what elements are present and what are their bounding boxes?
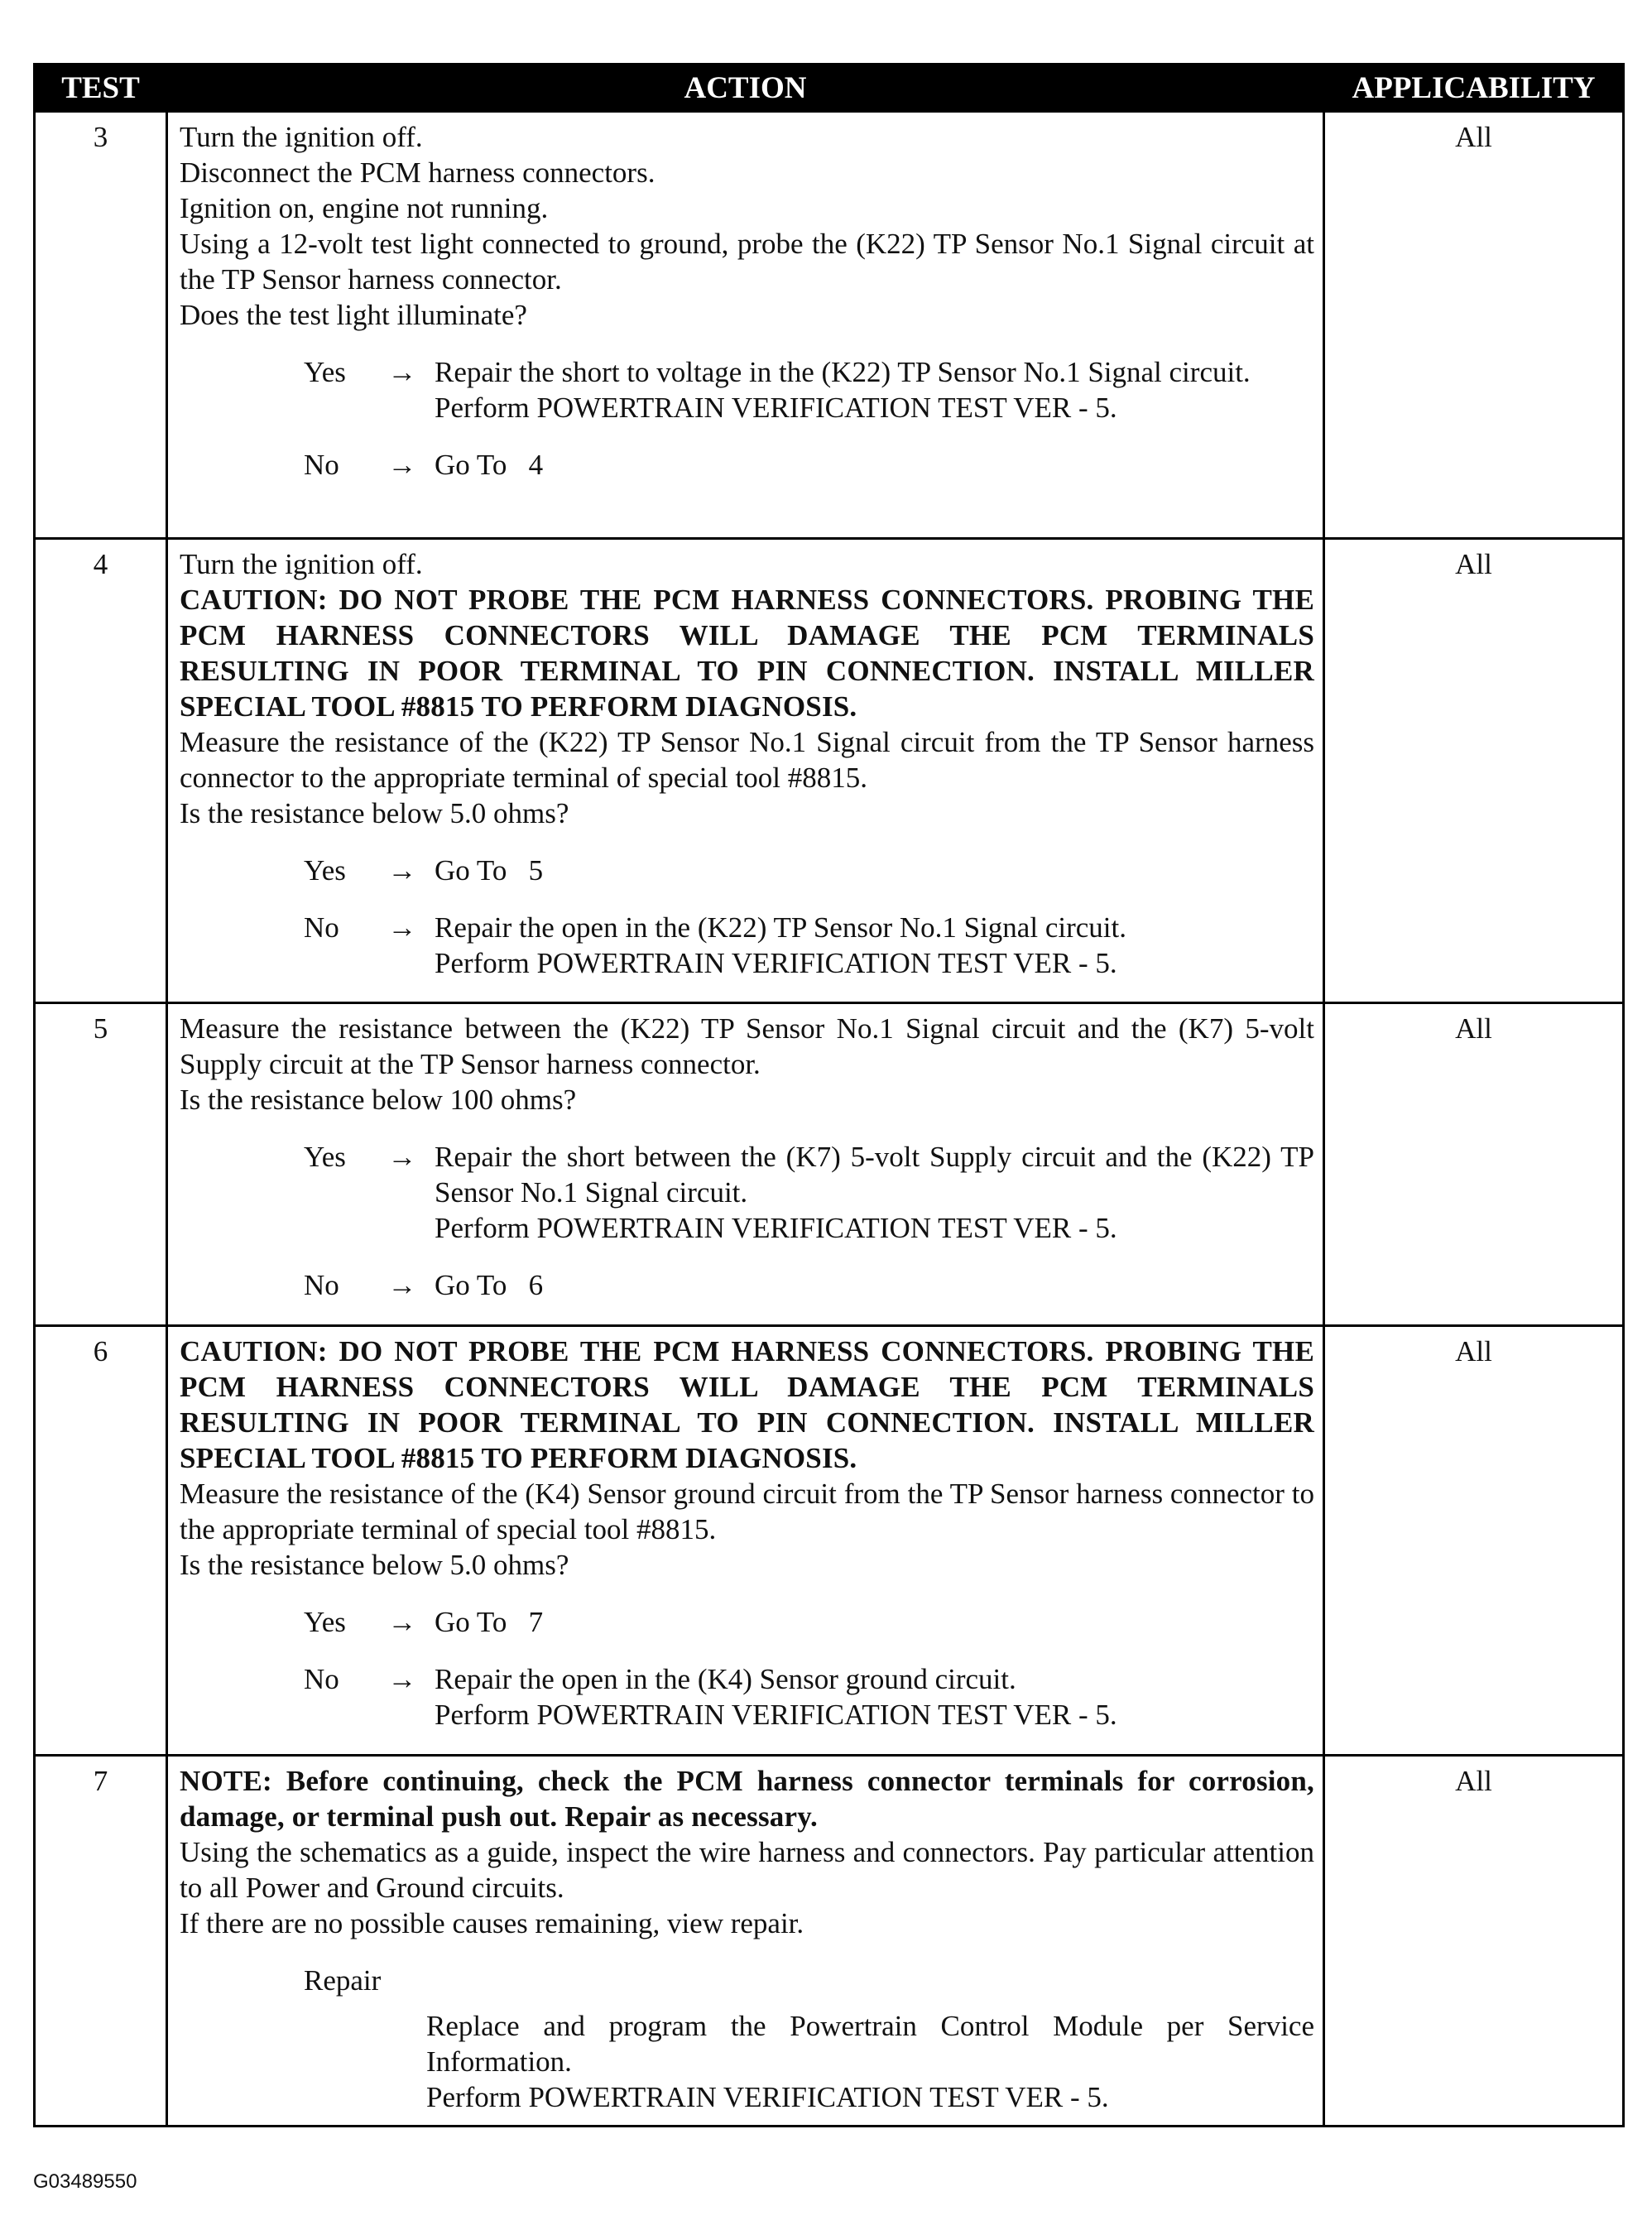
- action-cell: [167, 1003, 1324, 1326]
- response-text: Repair the short between the (K7) 5-volt Supply circuit and the (K22) TP Sensor No.1 Signal circuit.: [435, 1141, 1314, 1209]
- header-test: TEST: [35, 65, 167, 112]
- action-cell: [167, 1326, 1324, 1756]
- figure-id: G03489550: [33, 2170, 137, 2193]
- arrow-icon: →: [387, 1606, 417, 1638]
- question-text: Does the test light illuminate?: [180, 299, 527, 331]
- arrow-icon: →: [387, 449, 417, 481]
- action-cell: [167, 539, 1324, 1003]
- header-action: ACTION: [167, 65, 1324, 112]
- table-row: [35, 112, 1624, 539]
- no-label: No: [304, 911, 339, 944]
- response-text: Go To 5: [435, 854, 544, 887]
- arrow-icon: →: [387, 1141, 417, 1173]
- response-text: Perform POWERTRAIN VERIFICATION TEST VER - 5.: [435, 1699, 1117, 1731]
- applicability-cell: All: [1324, 112, 1624, 539]
- applicability-cell: All: [1324, 539, 1624, 1003]
- yes-label: Yes: [304, 854, 346, 887]
- repair-text: Perform POWERTRAIN VERIFICATION TEST VER - 5.: [426, 2081, 1109, 2113]
- step-text: Ignition on, engine not running.: [180, 192, 549, 224]
- action-cell: [167, 1756, 1324, 2127]
- repair-text: Replace and program the Powertrain Control Module per Service Information.: [426, 2010, 1314, 2078]
- response-text: Repair the open in the (K22) TP Sensor No.1 Signal circuit.: [435, 911, 1126, 944]
- applicability-cell: All: [1324, 1326, 1624, 1756]
- table-row: [35, 1003, 1624, 1326]
- no-label: No: [304, 1269, 339, 1301]
- arrow-icon: →: [387, 356, 417, 388]
- no-label: No: [304, 1663, 339, 1695]
- step-text: Measure the resistance of the (K4) Sensor ground circuit from the TP Sensor harness connector to the appropriate terminal of special tool #8815.: [180, 1478, 1314, 1545]
- step-text: Using the schematics as a guide, inspect the wire harness and connectors. Pay particular attention to all Power and Ground circuits.: [180, 1836, 1314, 1904]
- question-text: Is the resistance below 5.0 ohms?: [180, 1549, 569, 1581]
- test-number: 6: [35, 1326, 167, 1756]
- response-text: Go To 4: [435, 449, 544, 481]
- no-response: [304, 1267, 1314, 1303]
- test-number: 3: [35, 112, 167, 539]
- step-text: Turn the ignition off.: [180, 548, 423, 580]
- test-number: 4: [35, 539, 167, 1003]
- yes-label: Yes: [304, 1141, 346, 1173]
- no-label: No: [304, 449, 339, 481]
- response-text: Perform POWERTRAIN VERIFICATION TEST VER - 5.: [435, 947, 1117, 979]
- response-text: Go To 7: [435, 1606, 544, 1638]
- procedure-sheet: [33, 63, 1622, 2127]
- response-text: Go To 6: [435, 1269, 544, 1301]
- table-header-row: [35, 65, 1624, 112]
- step-text: Measure the resistance between the (K22) TP Sensor No.1 Signal circuit and the (K7) 5-volt Supply circuit at the TP Sensor harness connector.: [180, 1012, 1314, 1080]
- arrow-icon: →: [387, 854, 417, 887]
- response-text: Repair the short to voltage in the (K22) TP Sensor No.1 Signal circuit.: [435, 356, 1251, 388]
- response-text: Repair the open in the (K4) Sensor ground circuit.: [435, 1663, 1016, 1695]
- yes-response: [304, 853, 1314, 888]
- step-text: Measure the resistance of the (K22) TP Sensor No.1 Signal circuit from the TP Sensor harness connector to the appropriate terminal of special tool #8815.: [180, 726, 1314, 794]
- yes-response: [304, 1139, 1314, 1246]
- table-row: [35, 539, 1624, 1003]
- note-text: NOTE: Before continuing, check the PCM harness connector terminals for corrosion, damage, or terminal push out. Repair as necessary.: [180, 1765, 1314, 1833]
- test-number: 5: [35, 1003, 167, 1326]
- yes-label: Yes: [304, 356, 346, 388]
- test-number: 7: [35, 1756, 167, 2127]
- step-text: Using a 12-volt test light connected to ground, probe the (K22) TP Sensor No.1 Signal circuit at the TP Sensor harness connector.: [180, 228, 1314, 296]
- question-text: Is the resistance below 100 ohms?: [180, 1084, 577, 1116]
- question-text: Is the resistance below 5.0 ohms?: [180, 797, 569, 829]
- yes-label: Yes: [304, 1606, 346, 1638]
- action-cell: [167, 112, 1324, 539]
- no-response: [304, 910, 1314, 981]
- applicability-cell: All: [1324, 1003, 1624, 1326]
- applicability-cell: All: [1324, 1756, 1624, 2127]
- arrow-icon: →: [387, 1663, 417, 1695]
- table-row: [35, 1326, 1624, 1756]
- step-text: Disconnect the PCM harness connectors.: [180, 156, 656, 189]
- repair-response: [304, 1963, 1314, 2115]
- diagnostic-table: [33, 63, 1625, 2127]
- no-response: [304, 1661, 1314, 1733]
- header-applicability: APPLICABILITY: [1324, 65, 1624, 112]
- arrow-icon: →: [387, 1269, 417, 1301]
- arrow-icon: →: [387, 911, 417, 944]
- yes-response: [304, 1604, 1314, 1640]
- repair-label: Repair: [304, 1964, 382, 1997]
- step-text: If there are no possible causes remaining, view repair.: [180, 1907, 804, 1939]
- caution-text: CAUTION: DO NOT PROBE THE PCM HARNESS CONNECTORS. PROBING THE PCM HARNESS CONNECTORS WILL DAMAGE THE PCM TERMINALS RESULTING IN POOR TERMINAL TO PIN CONNECTION. INSTALL MILLER SPECIAL TOOL #8815 TO PERFORM DIAGNOSIS.: [180, 584, 1314, 723]
- response-text: Perform POWERTRAIN VERIFICATION TEST VER - 5.: [435, 392, 1117, 424]
- response-text: Perform POWERTRAIN VERIFICATION TEST VER - 5.: [435, 1212, 1117, 1244]
- no-response: [304, 447, 1314, 483]
- step-text: Turn the ignition off.: [180, 121, 423, 153]
- table-row: [35, 1756, 1624, 2127]
- yes-response: [304, 354, 1314, 425]
- caution-text: CAUTION: DO NOT PROBE THE PCM HARNESS CONNECTORS. PROBING THE PCM HARNESS CONNECTORS WILL DAMAGE THE PCM TERMINALS RESULTING IN POOR TERMINAL TO PIN CONNECTION. INSTALL MILLER SPECIAL TOOL #8815 TO PERFORM DIAGNOSIS.: [180, 1335, 1314, 1474]
